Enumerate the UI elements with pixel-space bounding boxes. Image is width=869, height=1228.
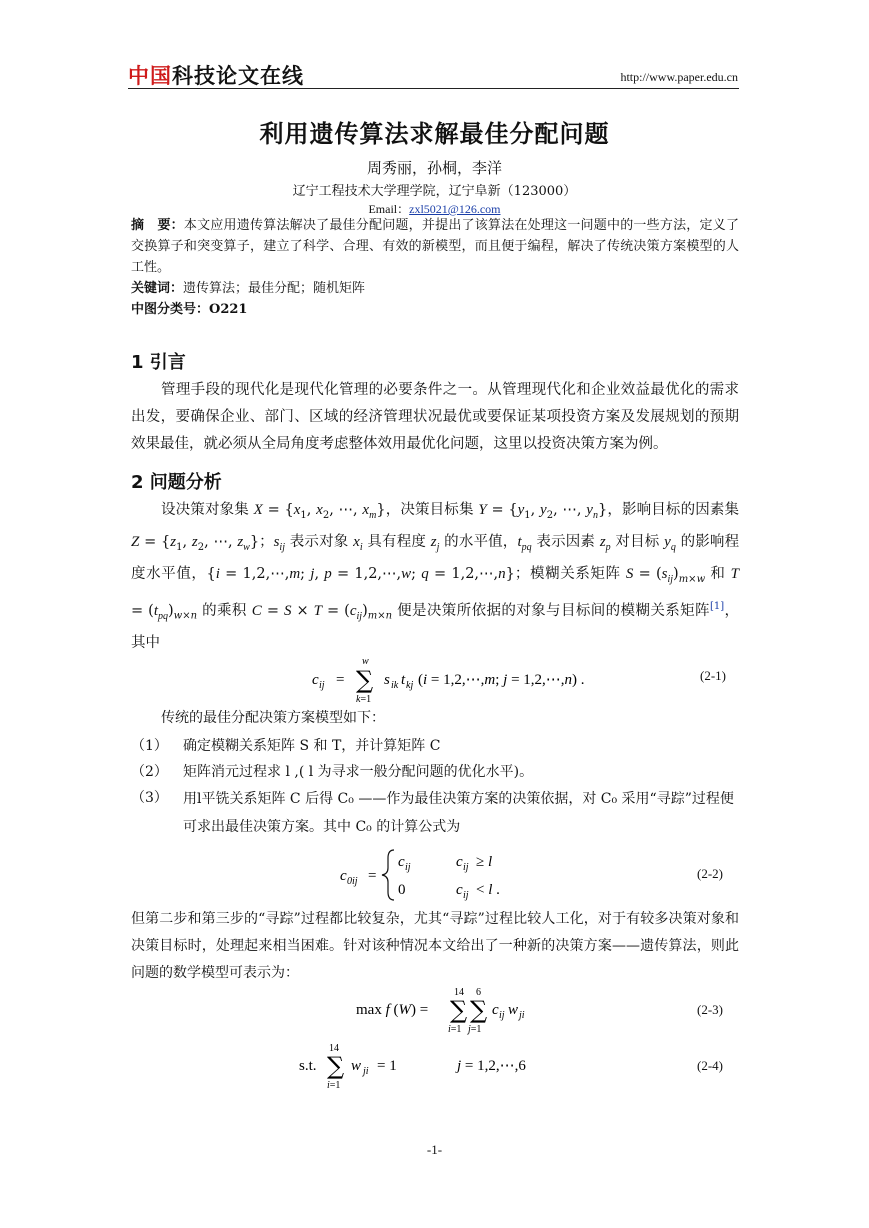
abstract-label: 摘 要： — [131, 218, 184, 233]
svg-text:∑: ∑ — [327, 1052, 345, 1080]
svg-text:=: = — [368, 868, 377, 884]
logo-black-text: 科技论文在线 — [172, 64, 304, 88]
svg-text:i=1: i=1 — [448, 1024, 462, 1035]
svg-text:0: 0 — [398, 882, 406, 898]
step-2-text: 矩阵消元过程求 l ,( l 为寻求一般分配问题的优化水平)。 — [183, 764, 534, 780]
svg-text:j=1: j=1 — [468, 1024, 482, 1035]
problem-definition: 设决策对象集 $X = \{x_1$, $x_2$, ⋯, $x_m$}，决策目标集 $Y = \{y_1$, $y_2$, ⋯, $y_n$}，影响目标的因素集 $Z = \{z_1$, $z_2$, ⋯, $z_w$}；$s_{ij}$ 表示对象 $x_i$ 具有程度 $z_j$ 的水平值，$t_{pq}$ 表示因素 $z_p$ 对目标 $y_q$ 的影响程度水平值，{i = 1,2,⋯,m; j, p = 1,2,⋯,w; q = 1,2,⋯,n}；模糊关系矩阵 $S = (s_{ij})_{m\times w}$ 和 $T = (t_{pq})_{w\times n}$ 的乘积 $C = S \times T = (c_{ij})_{m\times n}$ 便是决策所依据的对象与目标间的模糊关系矩阵[1]，其中 — [131, 502, 740, 651]
svg-text:≥ l: ≥ l — [476, 854, 493, 870]
step-3-text: 用l平铣关系矩阵 C 后得 C₀ ——作为最佳决策方案的决策依据，对 C₀ 采用“寻踪”过程便可求出最佳决策方案。其中 C₀ 的计算公式为 — [183, 791, 734, 835]
page-number: -1- — [426, 1142, 443, 1157]
abstract — [131, 215, 739, 278]
svg-text:c: c — [398, 854, 405, 870]
step-1-number: （1） — [131, 738, 168, 754]
paper-title: 利用遗传算法求解最佳分配问题 — [259, 120, 610, 148]
keywords-text: 遗传算法；最佳分配；随机矩阵 — [183, 281, 366, 296]
svg-text:6: 6 — [476, 987, 481, 998]
step-2-number: （2） — [131, 764, 168, 780]
svg-text:w: w — [508, 1002, 519, 1018]
svg-text:∑: ∑ — [470, 996, 488, 1024]
svg-text:k=1: k=1 — [356, 694, 372, 705]
svg-text:s: s — [384, 672, 390, 688]
equation-2-3 — [350, 986, 590, 1036]
equation-2-4-graphic — [297, 1040, 597, 1092]
paper-affiliation: 辽宁工程技术大学理学院，辽宁阜新（123000） — [292, 184, 577, 199]
svg-text:c: c — [456, 854, 463, 870]
svg-text:∑: ∑ — [450, 996, 468, 1024]
paper-authors: 周秀丽，孙桐，李洋 — [366, 159, 502, 177]
site-logo — [128, 60, 304, 90]
svg-text:ij: ij — [499, 1010, 505, 1021]
svg-text:w: w — [351, 1058, 362, 1074]
equation-2-1-label: (2-1) — [700, 668, 726, 683]
header-divider — [128, 88, 739, 89]
svg-text:s.t.: s.t. — [299, 1058, 317, 1074]
section-1-heading: 1 引言 — [131, 352, 186, 373]
svg-text:c: c — [340, 868, 347, 884]
after-paragraph: 但第二步和第三步的“寻踪”过程都比较复杂，尤其“寻踪”过程比较人工化，对于有较多决策对象和决策目标时，处理起来相当困难。针对该种情况本文给出了一种新的决策方案——遗传算法，则此问题的数学模型可表示为： — [131, 911, 739, 981]
svg-text:ji: ji — [519, 1010, 525, 1021]
abstract-text: 本文应用遗传算法解决了最佳分配问题，并提出了该算法在处理这一问题中的一些方法，定义了交换算子和突变算子，建立了科学、合理、有效的新模型，而且便于编程，解决了传统决策方案模型的人工性。 — [131, 218, 739, 275]
svg-text:= 1: = 1 — [377, 1058, 397, 1074]
svg-text:< l .: < l . — [476, 882, 500, 898]
logo-red-text: 中国 — [128, 64, 172, 88]
svg-text:0ij: 0ij — [347, 876, 358, 887]
svg-text:c: c — [456, 882, 463, 898]
step-3 — [131, 785, 739, 841]
section-1-paragraph: 管理手段的现代化是现代化管理的必要条件之一。从管理现代化和企业效益最优化的需求出发，要确保企业、部门、区域的经济管理状况最优或要保证某项投资方案及发展规划的预期效果最佳，就必须从全局角度考虑整体效用最优化问题，这里以投资决策方案为例。 — [131, 382, 739, 452]
svg-text:t: t — [401, 672, 406, 688]
svg-text:ij: ij — [463, 890, 469, 901]
svg-text:14: 14 — [454, 987, 464, 998]
step-1-text: 确定模糊关系矩阵 S 和 T，并计算矩阵 C — [183, 738, 441, 754]
svg-text:ij: ij — [463, 862, 469, 873]
svg-text:=: = — [336, 672, 345, 688]
classification: 中图分类号：O221 — [131, 302, 248, 317]
svg-text:kj: kj — [406, 680, 414, 691]
svg-text:∑: ∑ — [356, 666, 374, 694]
header-url: http://www.paper.edu.cn — [620, 70, 738, 84]
email-label: Email： — [368, 202, 410, 216]
step-3-number: （3） — [131, 790, 168, 806]
svg-text:(i = 1,2,⋯,m; j = 1,2,⋯,n) .: (i = 1,2,⋯,m; j = 1,2,⋯,n) . — [418, 672, 585, 688]
keywords — [131, 277, 365, 296]
svg-text:j = 1,2,⋯,6: j = 1,2,⋯,6 — [457, 1058, 526, 1074]
equation-2-3-graphic — [350, 986, 590, 1036]
equation-2-1 — [300, 652, 600, 705]
equation-2-2-graphic — [330, 844, 550, 904]
equation-2-1-graphic — [300, 652, 720, 708]
model-intro: 传统的最佳分配决策方案模型如下： — [161, 710, 385, 726]
equation-2-3-label: (2-3) — [697, 1002, 723, 1017]
svg-text:c: c — [312, 672, 319, 688]
svg-text:i=1: i=1 — [327, 1080, 341, 1091]
svg-text:ij: ij — [405, 862, 411, 873]
svg-text:14: 14 — [329, 1043, 339, 1054]
svg-text:ji: ji — [363, 1066, 369, 1077]
svg-text:w: w — [362, 656, 369, 667]
keywords-label: 关键词： — [131, 281, 184, 296]
section-2-heading: 2 问题分析 — [131, 472, 222, 493]
svg-text:ik: ik — [391, 680, 399, 691]
svg-text:max f (W) =: max f (W) = — [356, 1002, 429, 1018]
equation-2-2-label: (2-2) — [697, 866, 723, 881]
equation-2-2 — [330, 844, 550, 904]
email-link[interactable]: zxl5021@126.com — [409, 202, 501, 216]
equation-2-4 — [297, 1040, 597, 1092]
svg-text:c: c — [492, 1002, 499, 1018]
svg-text:ij: ij — [319, 680, 325, 691]
equation-2-4-label: (2-4) — [697, 1058, 723, 1073]
